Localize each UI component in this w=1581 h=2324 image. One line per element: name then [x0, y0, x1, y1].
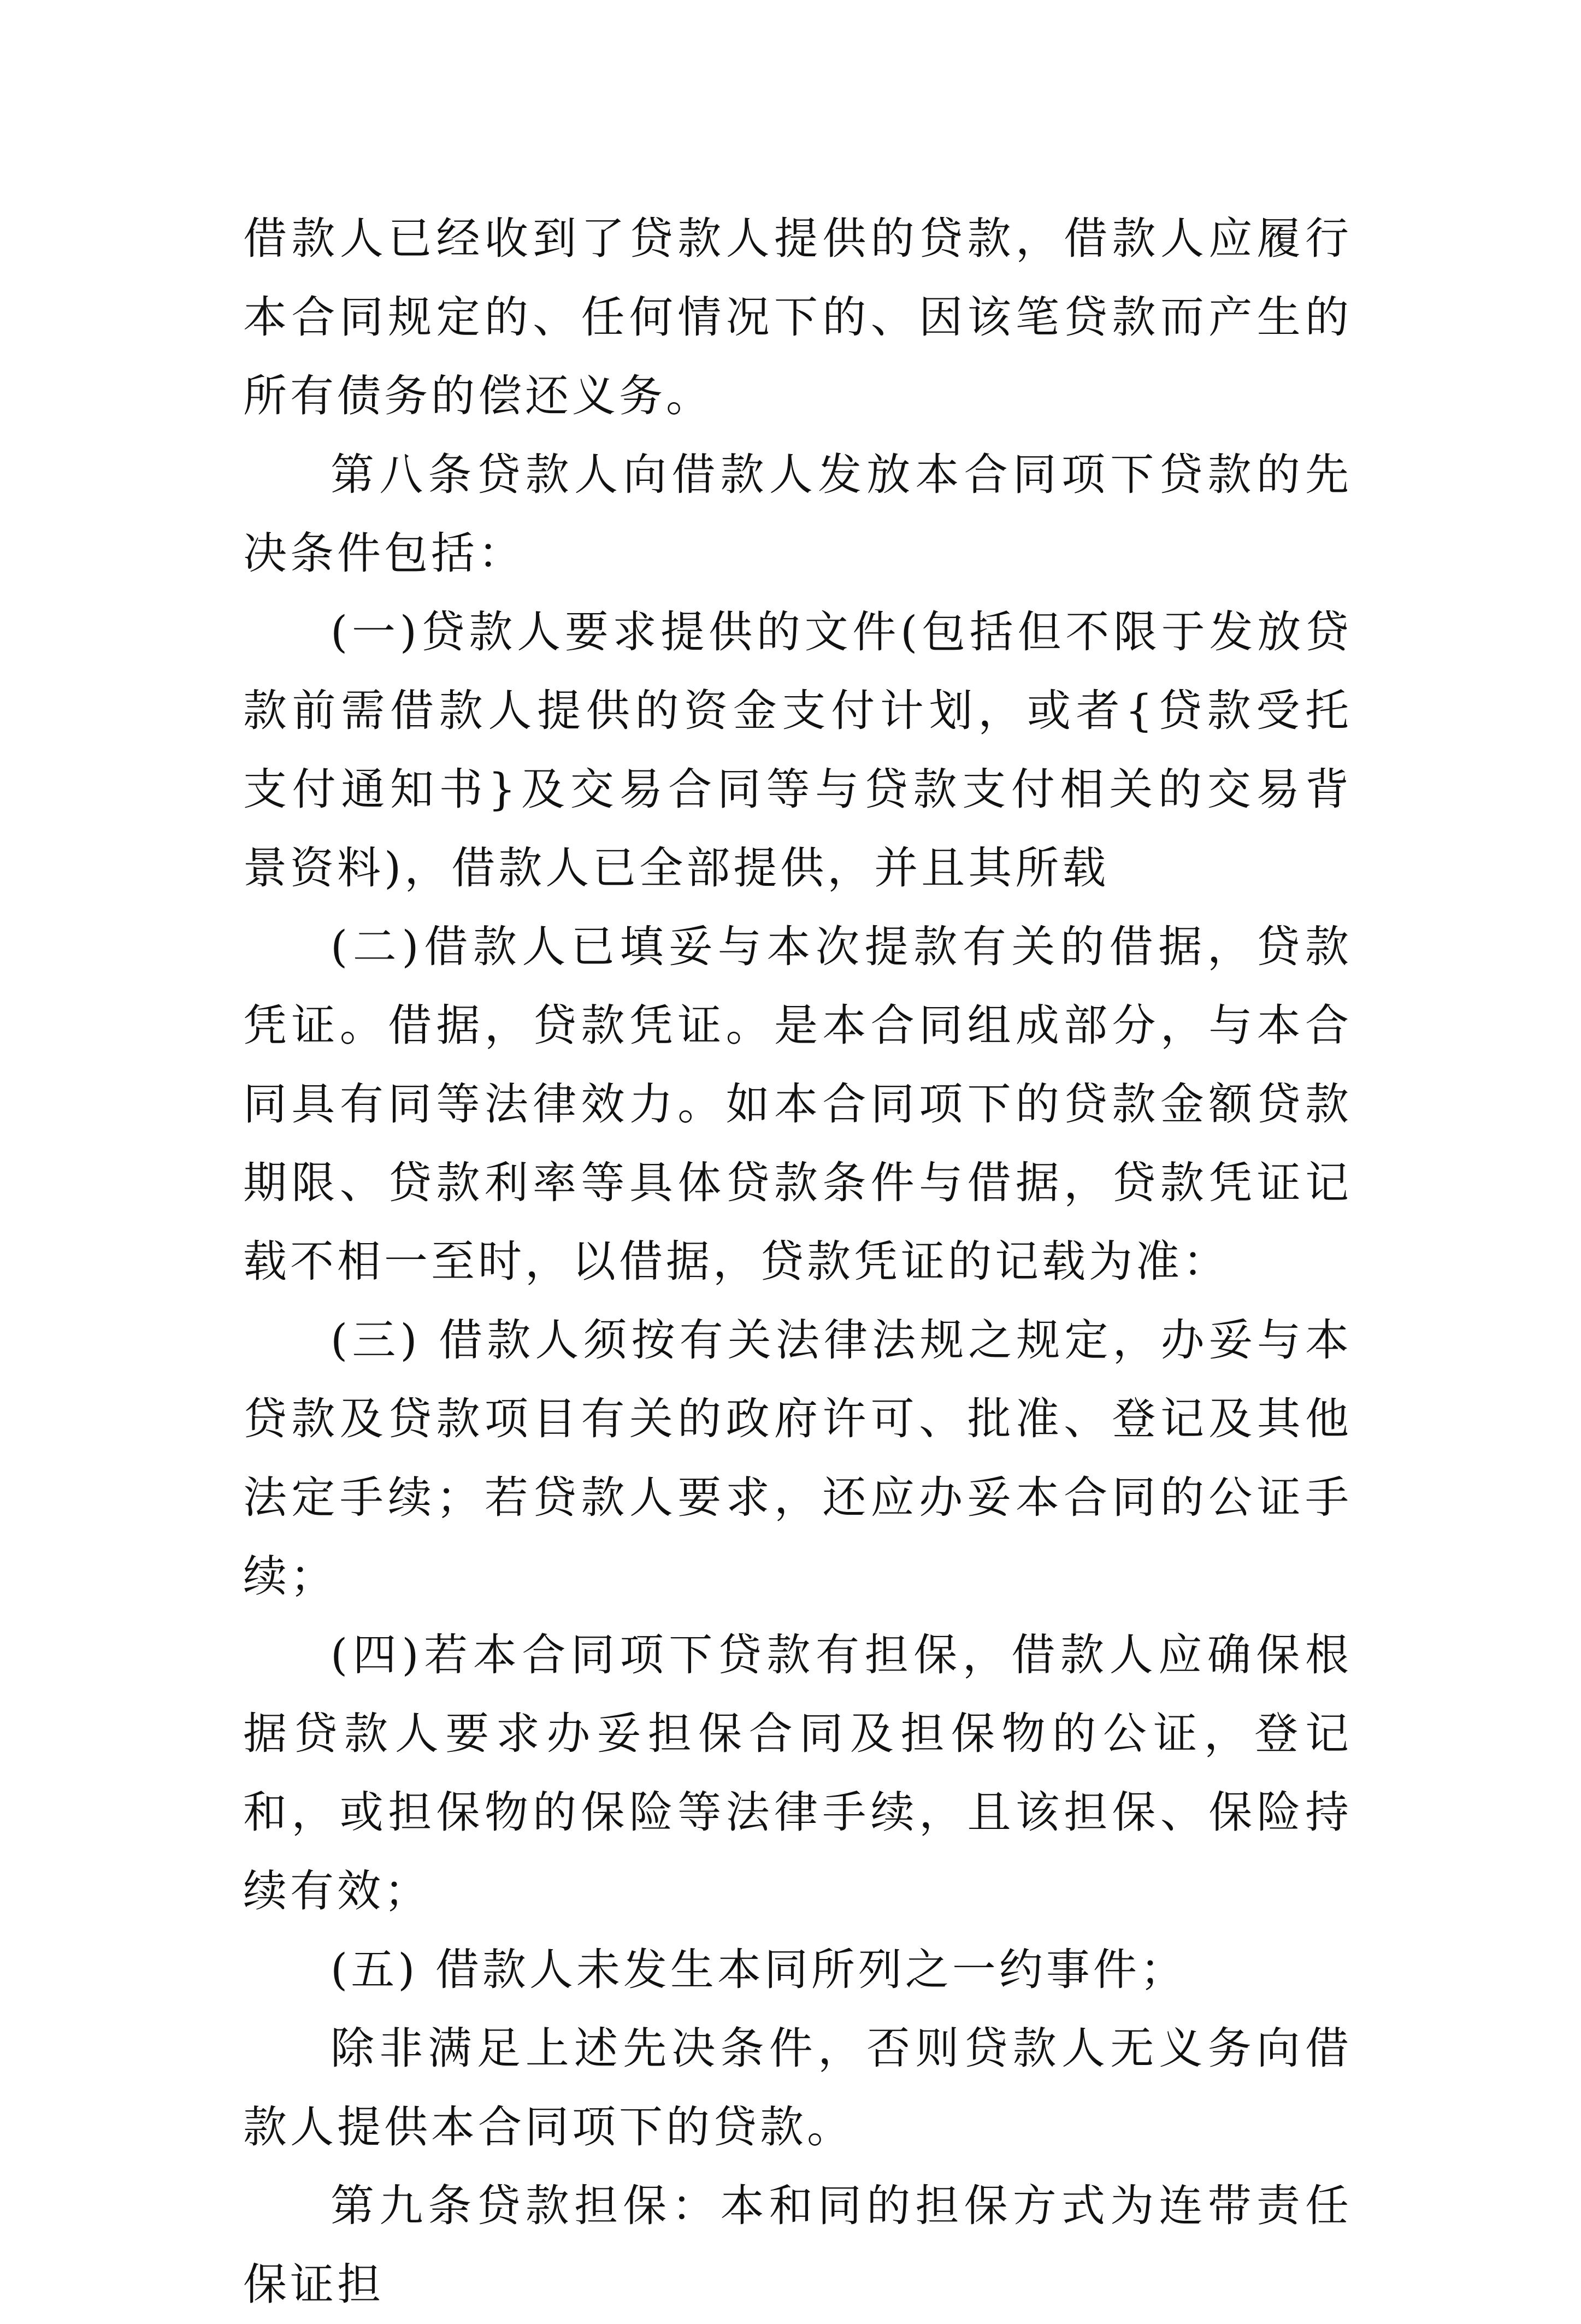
paragraph-condition-5: (五) 借款人未发生本同所列之一约事件；: [331, 1944, 1187, 1995]
paragraph-conditions-summary: 除非满足上述先决条件，否则贷款人无义务向借款人提供本合同项下的贷款。: [243, 2023, 1352, 2152]
paragraph-article-8-heading: 第八条贷款人向借款人发放本合同项下贷款的先决条件包括：: [243, 449, 1352, 579]
paragraph-repayment-obligation: 借款人已经收到了贷款人提供的贷款，借款人应履行本合同规定的、任何情况下的、因该笔贷款而产生的所有债务的偿还义务。: [243, 213, 1352, 421]
paragraph-condition-3: (三) 借款人须按有关法律法规之规定，办妥与本贷款及贷款项目有关的政府许可、批准、登记及其他法定手续；若贷款人要求，还应办妥本合同的公证手续；: [243, 1315, 1352, 1602]
paragraph-condition-4: (四)若本合同项下贷款有担保，借款人应确保根据贷款人要求办妥担保合同及担保物的公证，登记和，或担保物的保险等法律手续，且该担保、保险持续有效；: [243, 1629, 1352, 1916]
paragraph-condition-1: (一)贷款人要求提供的文件(包括但不限于发放贷款前需借款人提供的资金支付计划，或者{贷款受托支付通知书}及交易合同等与贷款支付相关的交易背景资料)，借款人已全部提供，并且其所载: [243, 607, 1352, 893]
paragraph-condition-2: (二)借款人已填妥与本次提款有关的借据，贷款凭证。借据，贷款凭证。是本合同组成部分，与本合同具有同等法律效力。如本合同项下的贷款金额贷款期限、贷款利率等具体贷款条件与借据，贷款凭证记载不相一至时，以借据，贷款凭证的记载为准：: [243, 921, 1352, 1287]
paragraph-article-9-heading: 第九条贷款担保：本和同的担保方式为连带责任保证担: [243, 2180, 1352, 2310]
document-body: [243, 199, 1352, 2324]
